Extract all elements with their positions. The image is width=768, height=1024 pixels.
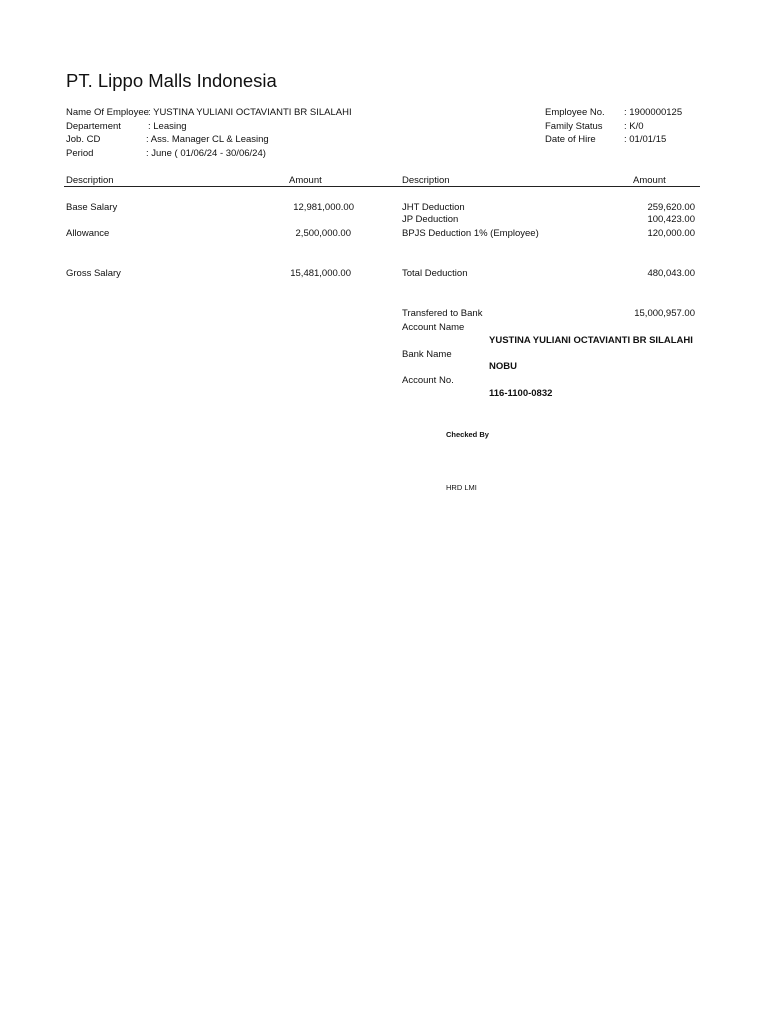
- checked-by-label: Checked By: [446, 430, 489, 439]
- employee-no-label: Employee No.: [545, 107, 605, 118]
- bank-name-label: Bank Name: [402, 349, 452, 360]
- total-deduction-label: Total Deduction: [402, 268, 468, 279]
- jht-deduction-label: JHT Deduction: [402, 202, 465, 213]
- employee-name-label: Name Of Employee: [66, 107, 149, 118]
- family-status-label: Family Status: [545, 121, 603, 132]
- date-of-hire-label: Date of Hire: [545, 134, 596, 145]
- total-deduction-amount: 480,043.00: [647, 268, 695, 279]
- base-salary-amount: 12,981,000.00: [293, 202, 354, 213]
- allowance-amount: 2,500,000.00: [295, 228, 351, 239]
- date-of-hire-value: : 01/01/15: [624, 134, 667, 145]
- employee-name-value: : YUSTINA YULIANI OCTAVIANTI BR SILALAHI: [148, 107, 352, 118]
- period-value: : June ( 01/06/24 - 30/06/24): [146, 148, 266, 159]
- header-divider: [64, 186, 700, 187]
- bank-name-value: NOBU: [489, 361, 517, 372]
- hrd-signature-label: HRD LMI: [446, 483, 477, 492]
- bpjs-deduction-label: BPJS Deduction 1% (Employee): [402, 228, 539, 239]
- account-name-value: YUSTINA YULIANI OCTAVIANTI BR SILALAHI: [489, 335, 693, 346]
- transfer-label: Transfered to Bank: [402, 308, 483, 319]
- income-description-header: Description: [66, 175, 114, 186]
- allowance-label: Allowance: [66, 228, 110, 239]
- deduction-description-header: Description: [402, 175, 450, 186]
- job-label: Job. CD: [66, 134, 101, 145]
- base-salary-label: Base Salary: [66, 202, 118, 213]
- department-label: Departement: [66, 121, 121, 132]
- account-name-label: Account Name: [402, 322, 465, 333]
- company-title: PT. Lippo Malls Indonesia: [66, 70, 277, 91]
- gross-salary-label: Gross Salary: [66, 268, 121, 279]
- income-amount-header: Amount: [289, 175, 322, 186]
- department-value: : Leasing: [148, 121, 187, 132]
- transfer-amount: 15,000,957.00: [634, 308, 695, 319]
- period-label: Period: [66, 148, 94, 159]
- job-value: : Ass. Manager CL & Leasing: [146, 134, 269, 145]
- bpjs-deduction-amount: 120,000.00: [647, 228, 695, 239]
- account-no-label: Account No.: [402, 375, 454, 386]
- deduction-amount-header: Amount: [633, 175, 666, 186]
- jht-deduction-amount: 259,620.00: [647, 202, 695, 213]
- jp-deduction-amount: 100,423.00: [647, 214, 695, 225]
- family-status-value: : K/0: [624, 121, 644, 132]
- gross-salary-amount: 15,481,000.00: [290, 268, 351, 279]
- employee-no-value: : 1900000125: [624, 107, 683, 118]
- account-no-value: 116-1100-0832: [489, 388, 553, 399]
- jp-deduction-label: JP Deduction: [402, 214, 459, 225]
